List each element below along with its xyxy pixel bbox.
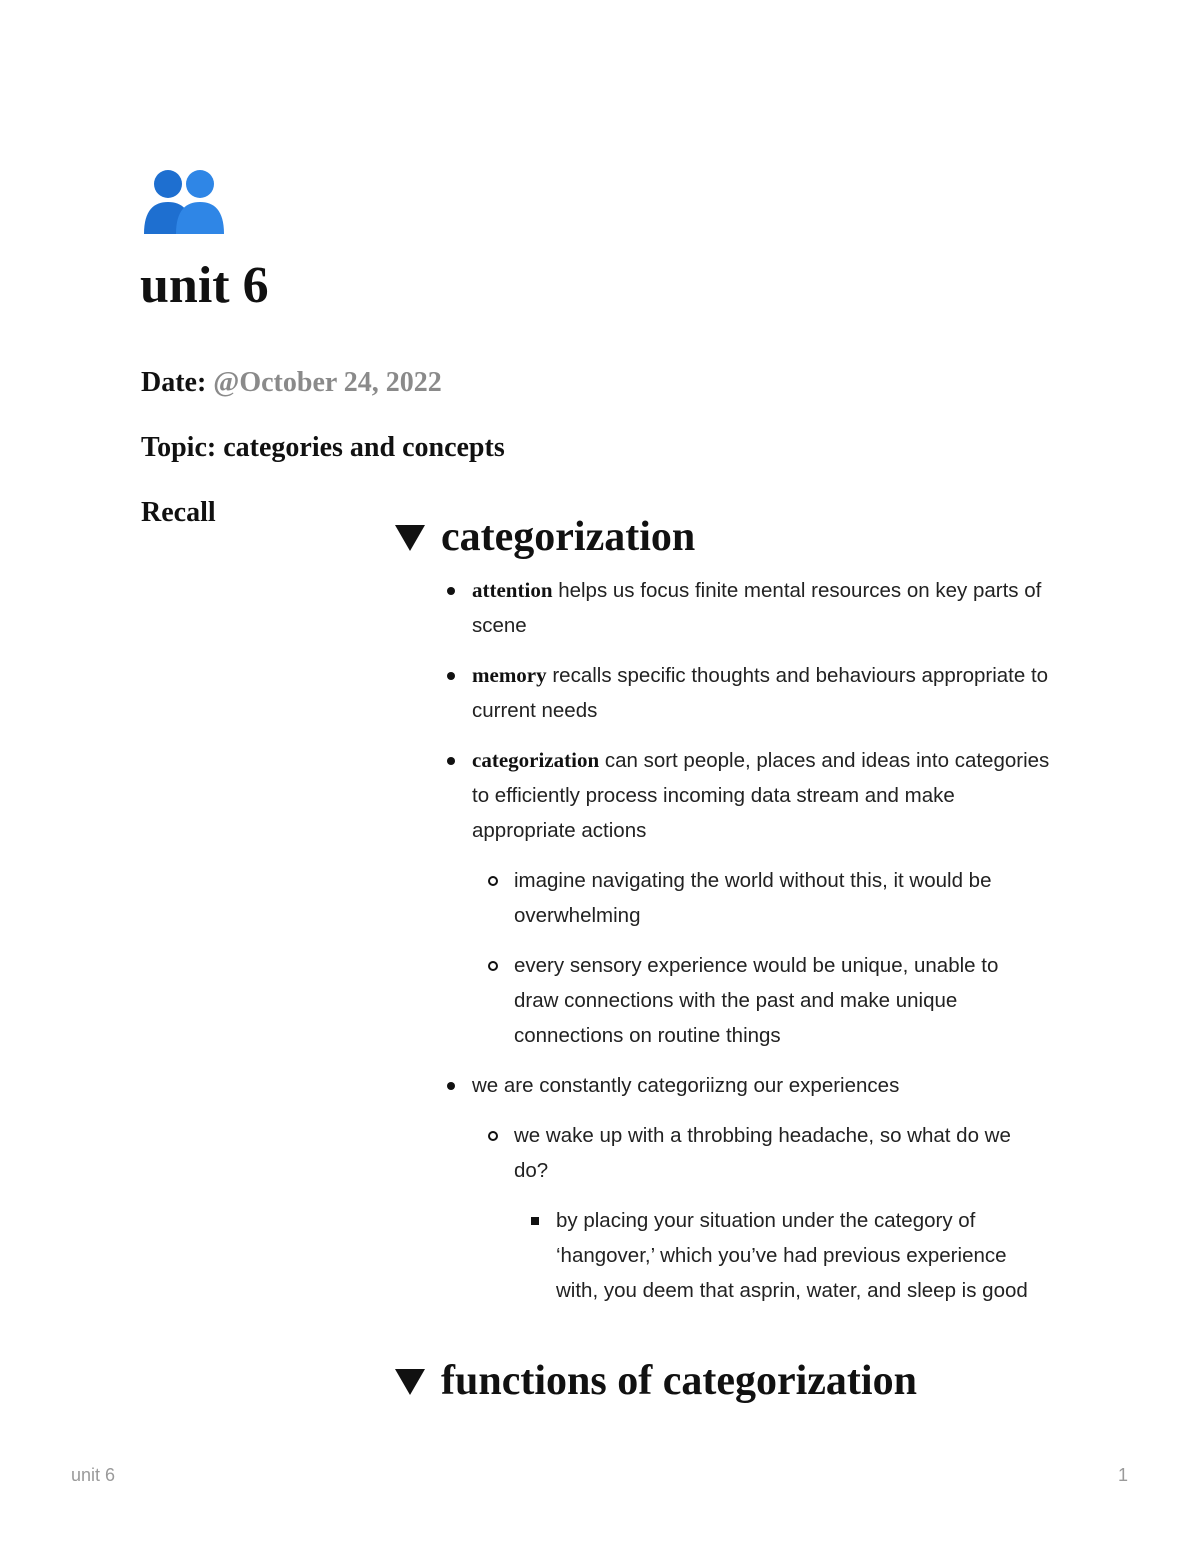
footer-title: unit 6 bbox=[71, 1465, 116, 1485]
page-title: unit 6 bbox=[140, 257, 269, 314]
bold-term: memory bbox=[472, 663, 547, 687]
bullet-dot-icon bbox=[447, 672, 455, 680]
list-item bbox=[395, 573, 1057, 643]
bullet-circle-icon bbox=[488, 876, 498, 886]
bullet-dot-icon bbox=[447, 757, 455, 765]
date-label: Date: bbox=[141, 367, 207, 398]
categorization-bullet-list bbox=[395, 573, 1075, 1308]
list-item-text: recalls specific thoughts and behaviours appropriate to current needs bbox=[472, 664, 1049, 722]
toggle-heading-text: functions of categorization bbox=[441, 1358, 917, 1404]
list-item bbox=[395, 1203, 1051, 1308]
list-item bbox=[395, 1068, 1057, 1103]
page-number: 1 bbox=[1117, 1465, 1128, 1485]
list-item-text: by placing your situation under the category of ‘hangover,’ which you’ve had previous experience with, you deem that asprin, water, and sleep is good bbox=[556, 1209, 1028, 1302]
bullet-circle-icon bbox=[488, 961, 498, 971]
topic-property: Topic: categories and concepts bbox=[141, 432, 505, 463]
recall-property: Recall bbox=[141, 497, 216, 528]
list-item-text: we are constantly categoriizng our experiences bbox=[472, 1074, 900, 1097]
list-item-text: imagine navigating the world without this, it would be overwhelming bbox=[514, 869, 992, 927]
toggle-heading-text: categorization bbox=[441, 514, 696, 560]
list-item bbox=[395, 658, 1057, 728]
bullet-dot-icon bbox=[447, 1082, 455, 1090]
list-item bbox=[395, 948, 1039, 1053]
list-item-text: every sensory experience would be unique, unable to draw connections with the past and make unique connections on routine things bbox=[514, 954, 999, 1047]
date-mention[interactable]: @October 24, 2022 bbox=[213, 367, 442, 398]
list-item bbox=[395, 1118, 1039, 1188]
list-item bbox=[395, 743, 1057, 848]
list-item-text: can sort people, places and ideas into categories to efficiently process incoming data stream and make appropriate actions bbox=[472, 749, 1050, 842]
two-people-icon bbox=[142, 166, 232, 236]
bold-term: categorization bbox=[472, 748, 600, 772]
toggle-functions-of-categorization[interactable] bbox=[395, 1356, 917, 1406]
list-item-text: helps us focus finite mental resources on key parts of scene bbox=[472, 579, 1042, 637]
bold-term: attention bbox=[472, 578, 553, 602]
toggle-triangle-icon[interactable] bbox=[395, 1369, 425, 1395]
date-property bbox=[141, 365, 442, 401]
list-item bbox=[395, 863, 1039, 933]
toggle-triangle-icon[interactable] bbox=[395, 525, 425, 551]
toggle-categorization[interactable] bbox=[395, 512, 695, 562]
bullet-square-icon bbox=[531, 1217, 539, 1225]
bullet-circle-icon bbox=[488, 1131, 498, 1141]
bullet-dot-icon bbox=[447, 587, 455, 595]
list-item-text: we wake up with a throbbing headache, so what do we do? bbox=[514, 1124, 1011, 1182]
